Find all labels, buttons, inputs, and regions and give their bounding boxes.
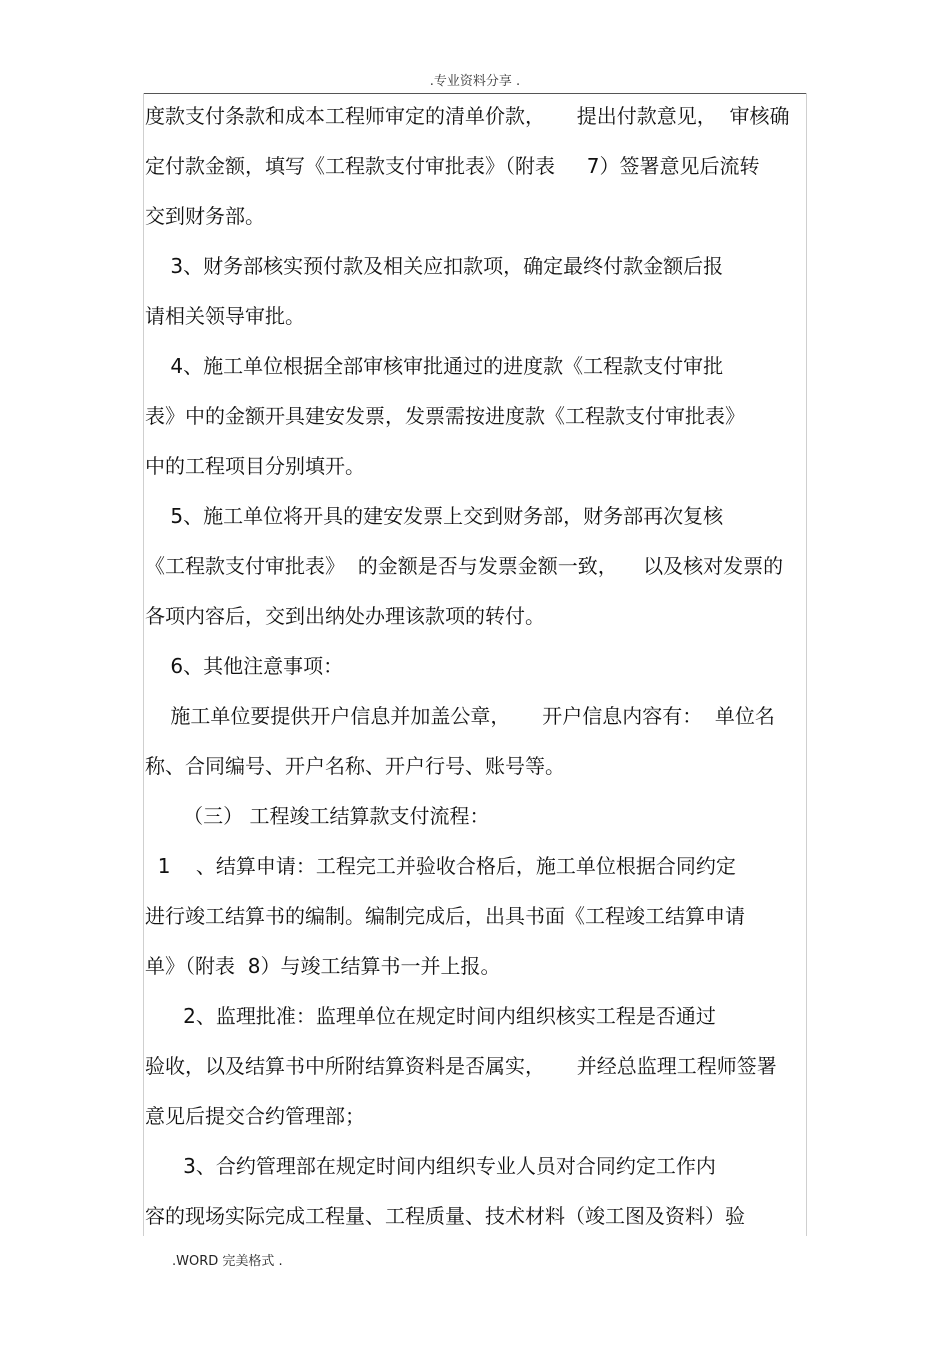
text-line: 4、施工单位根据全部审核审批通过的进度款《工程款支付审批 — [145, 354, 724, 378]
text-line: 3、合约管理部在规定时间内组织专业人员对合同约定工作内 — [145, 1154, 716, 1178]
text-line: 单》（附表 8）与竣工结算书一并上报。 — [145, 954, 501, 978]
text-line: 5、施工单位将开具的建安发票上交到财务部，财务部再次复核 — [145, 504, 724, 528]
text-line: 称、合同编号、开户名称、开户行号、账号等。 — [145, 754, 565, 778]
section-heading: （三） 工程竣工结算款支付流程： — [145, 804, 490, 828]
text-line: 2、监理批准：监理单位在规定时间内组织核实工程是否通过 — [145, 1004, 716, 1028]
left-margin-rule — [143, 93, 144, 1236]
text-line: 中的工程项目分别填开。 — [145, 454, 365, 478]
text-line: 各项内容后，交到出纳处办理该款项的转付。 — [145, 604, 545, 628]
text-line: 意见后提交合约管理部； — [145, 1104, 365, 1128]
header-rule — [143, 93, 807, 94]
text-line: 1 、结算申请：工程完工并验收合格后，施工单位根据合同约定 — [145, 854, 736, 878]
text-line: 3、财务部核实预付款及相关应扣款项，确定最终付款金额后报 — [145, 254, 724, 278]
text-line: 6、其他注意事项： — [145, 654, 344, 678]
text-line: 请相关领导审批。 — [145, 304, 305, 328]
text-line: 交到财务部。 — [145, 204, 265, 228]
text-line: 进行竣工结算书的编制。编制完成后，出具书面《工程竣工结算申请 — [145, 904, 745, 928]
text-line: 施工单位要提供开户信息并加盖公章， 开户信息内容有： 单位名 — [145, 704, 775, 728]
text-line: 定付款金额，填写《工程款支付审批表》（附表 7）签署意见后流转 — [145, 154, 760, 178]
text-line: 验收，以及结算书中所附结算资料是否属实， 并经总监理工程师签署 — [145, 1054, 777, 1078]
text-line: 容的现场实际完成工程量、工程质量、技术材料（竣工图及资料）验 — [145, 1204, 745, 1228]
text-line: 表》中的金额开具建安发票，发票需按进度款《工程款支付审批表》 — [145, 404, 745, 428]
page-header: .专业资料分享 . — [429, 74, 521, 89]
page-footer: .WORD 完美格式 . — [172, 1254, 283, 1269]
text-line: 度款支付条款和成本工程师审定的清单价款， 提出付款意见， 审核确 — [145, 104, 790, 128]
text-line: 《工程款支付审批表》 的金额是否与发票金额一致， 以及核对发票的 — [145, 554, 784, 578]
